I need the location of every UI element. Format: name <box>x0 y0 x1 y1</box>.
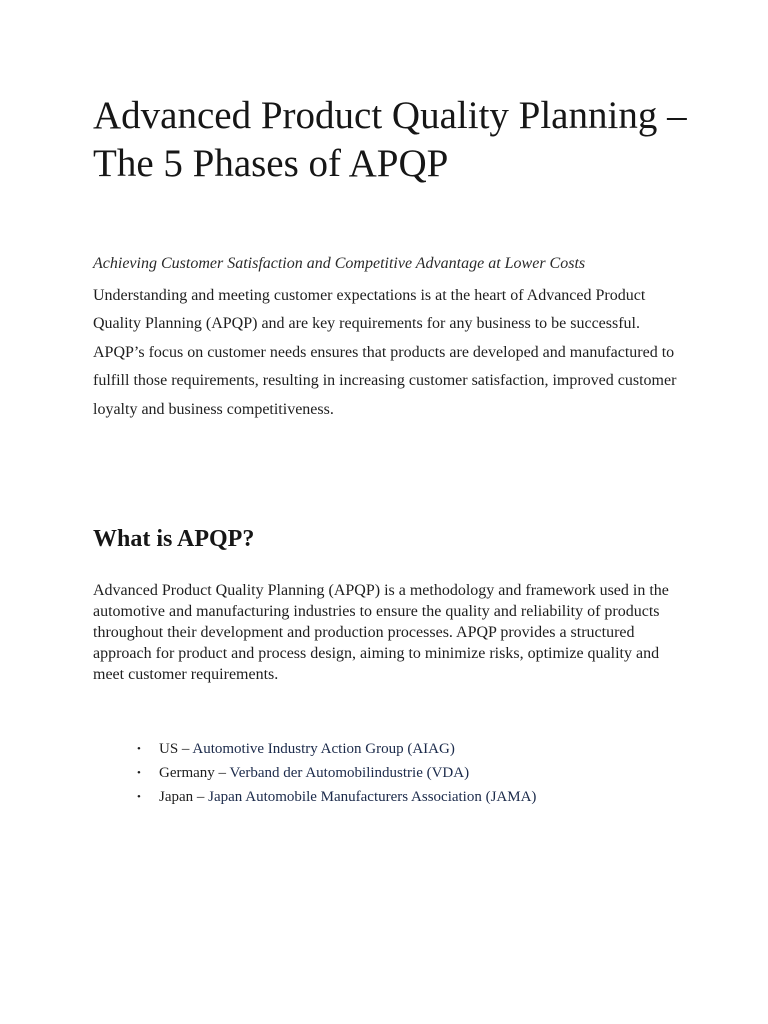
organization-link[interactable]: Verband der Automobilindustrie (VDA) <box>229 765 470 781</box>
organization-link[interactable]: Automotive Industry Action Group (AIAG) <box>192 741 455 757</box>
organization-link[interactable]: Japan Automobile Manufacturers Association (JAMA) <box>208 789 537 805</box>
list-item-text <box>159 785 536 809</box>
list-item-text <box>159 737 455 761</box>
section-paragraph: Advanced Product Quality Planning (APQP) is a methodology and framework used in the automotive and manufacturing industries to ensure the quality and reliability of products throughout their development and production processes. APQP provides a structured approach for product and process design, aiming to minimize risks, optimize quality and meet customer requirements. <box>93 582 669 683</box>
bullet-icon: • <box>137 767 141 779</box>
bullet-icon: • <box>137 743 141 755</box>
page-title: Advanced Product Quality Planning – The 5 Phases of APQP <box>93 94 687 185</box>
section-heading: What is APQP? <box>93 526 255 552</box>
list-item-text <box>159 761 469 785</box>
country-label: US – <box>159 741 193 757</box>
country-label: Japan – <box>159 789 209 805</box>
page-subtitle: Achieving Customer Satisfaction and Competitive Advantage at Lower Costs <box>93 255 586 272</box>
bullet-icon: • <box>137 791 141 803</box>
intro-paragraph: Understanding and meeting customer expectations is at the heart of Advanced Product Quality Planning (APQP) and are key requirements for any business to be successful. APQP’s focus on customer needs ensures that products are developed and manufactured to fulfill those requirements, resulting in increasing customer satisfaction, improved customer loyalty and business competitiveness. <box>93 287 677 418</box>
country-label: Germany – <box>159 765 230 781</box>
